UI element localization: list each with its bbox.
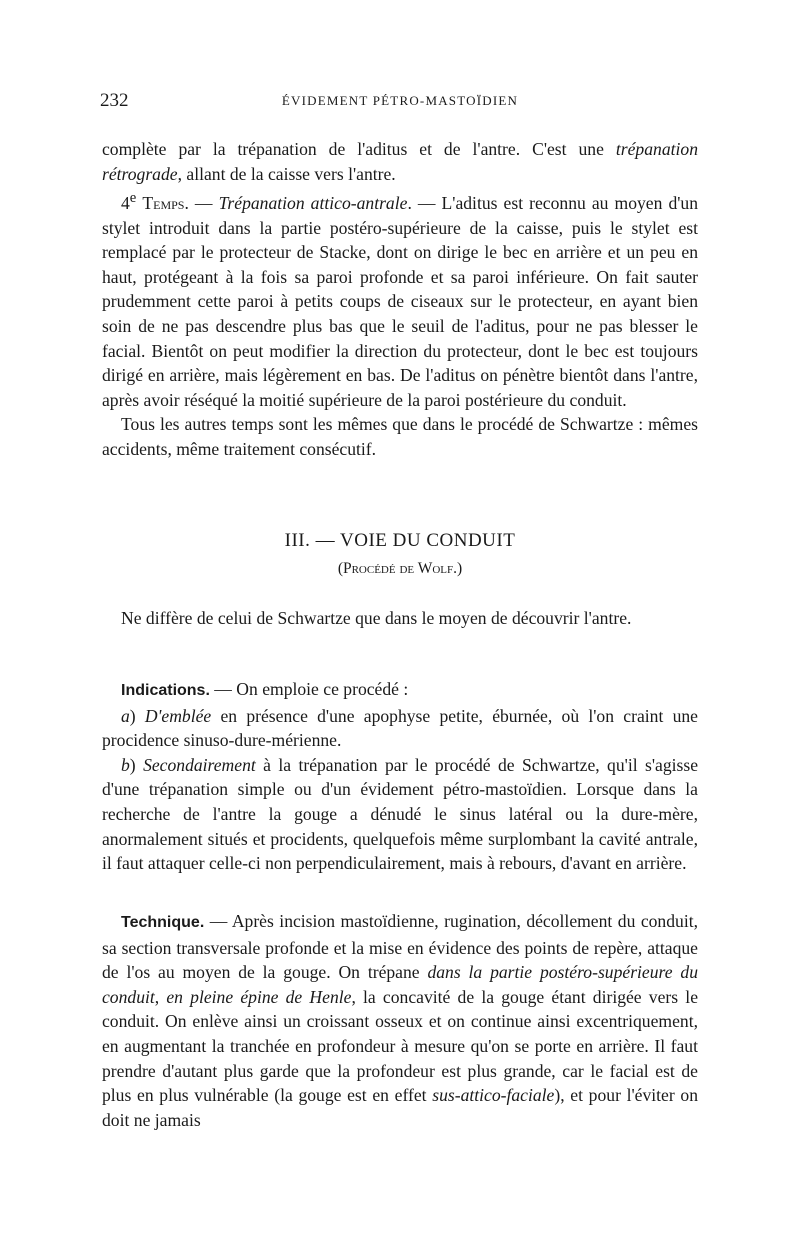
italic-term: trépanation rétrograde xyxy=(102,139,698,184)
italic-term: dans la partie postéro-supérieure du conduit xyxy=(102,962,698,1007)
paragraph-technique xyxy=(102,909,698,1132)
text-run: ) xyxy=(129,705,145,726)
text-block-top xyxy=(102,137,698,462)
item-marker: a xyxy=(121,705,130,726)
text-block-intro xyxy=(102,606,698,631)
text-run: — Après incision mastoïdienne, rugination, décollement du conduit, sa section transversale profonde et la mise en évidence des points de repère, attaque de l'os au moyen de la gouge. On trépane xyxy=(102,911,698,983)
text-block-technique xyxy=(102,909,698,1132)
section-subtitle: (Procédé de Wolf.) xyxy=(337,560,463,577)
text-run: ) xyxy=(129,754,144,775)
text-run: , xyxy=(154,986,167,1007)
text-run: — On emploie ce procédé : xyxy=(209,679,409,699)
text-run: en présence d'une apophyse petite, éburnée, où l'on craint une procidence sinuso-dure-mérienne. xyxy=(102,705,698,751)
paragraph-item-a xyxy=(102,704,698,753)
text-run: , allant de la caisse vers l'antre. xyxy=(177,163,396,184)
step-ordinal: e xyxy=(129,190,137,207)
text-run: complète par la trépanation de l'aditus et de l'antre. C'est une xyxy=(102,139,616,159)
section-title: III. — VOIE DU CONDUIT xyxy=(284,530,516,551)
paragraph-indications xyxy=(102,677,698,704)
text-block-indications xyxy=(102,677,698,876)
item-lead: Secondairement xyxy=(143,754,256,775)
text-run: à la trépanation par le procédé de Schwartze, qu'il s'agisse d'une trépanation simple ou d'un évidement pétro-mastoïdien. Lorsque dans la recherche de l'antre la gouge a dénudé le sinus latéral ou la dure-mère, anormalement situés et procidents, quelquefois même surplombant la cavité antrale, il faut attaquer celle-ci non perpendiculairement, mais à rebours, d'avant en arrière. xyxy=(102,754,699,874)
item-marker: b xyxy=(121,754,130,775)
indications-heading: Indications. xyxy=(121,682,210,699)
step-label: Temps xyxy=(142,193,185,214)
text-run: , la concavité de la gouge étant dirigée vers le conduit. On enlève ainsi un croissant osseux et on continue ainsi excentriquement, en augmentant la tranchée en profondeur à mesure qu'on se porte en arrière. Il faut prendre d'autant plus garde que la profondeur est plus grande, car le facial est de plus en plus vulnérable (la gouge est en effet xyxy=(102,986,699,1106)
step-title: Trépanation attico-antrale xyxy=(218,193,408,214)
item-lead: D'emblée xyxy=(144,705,212,726)
paragraph-step-4 xyxy=(102,186,698,412)
technique-heading: Technique. xyxy=(121,914,205,931)
text-run: . — L'aditus est reconnu au moyen d'un stylet introduit dans la partie postéro-supérieure de la caisse, puis le stylet est remplacé par le protecteur de Stacke, dont on dirige le bec en arrière et un peu en haut, protégeant à la fois sa paroi profonde et sa paroi inférieure. On fait sauter prudemment cette paroi à petits coups de ciseaux sur le protecteur, en ayant bien soin de ne pas descendre plus bas que le seuil de l'aditus, pour ne pas blesser le facial. Bientôt on peut modifier la direction du protecteur, dont le bec est toujours dirigé en arrière, mais légèrement en bas. De l'aditus on pénètre bientôt dans l'antre, après avoir réséqué la moitié supérieure de la paroi postérieure du conduit. xyxy=(102,193,699,410)
paragraph-intro: Ne diffère de celui de Schwartze que dans le moyen de découvrir l'antre. xyxy=(121,608,632,628)
paragraph-continuation xyxy=(102,137,698,186)
running-title: ÉVIDEMENT PÉTRO-MASTOÏDIEN xyxy=(281,93,519,108)
running-head xyxy=(100,90,700,114)
italic-term: sus-attico-faciale xyxy=(432,1085,555,1106)
paragraph-item-b xyxy=(102,753,698,876)
text-run: ), et pour l'éviter on doit ne jamais xyxy=(102,1085,698,1130)
italic-term: en pleine épine de Henle xyxy=(166,986,352,1007)
page-number: 232 xyxy=(100,90,129,111)
step-number: 4 xyxy=(121,193,130,214)
text-run: . — xyxy=(184,193,219,214)
paragraph-other-steps: Tous les autres temps sont les mêmes que dans le procédé de Schwartze : mêmes accidents, même traitement consécutif. xyxy=(102,414,698,459)
